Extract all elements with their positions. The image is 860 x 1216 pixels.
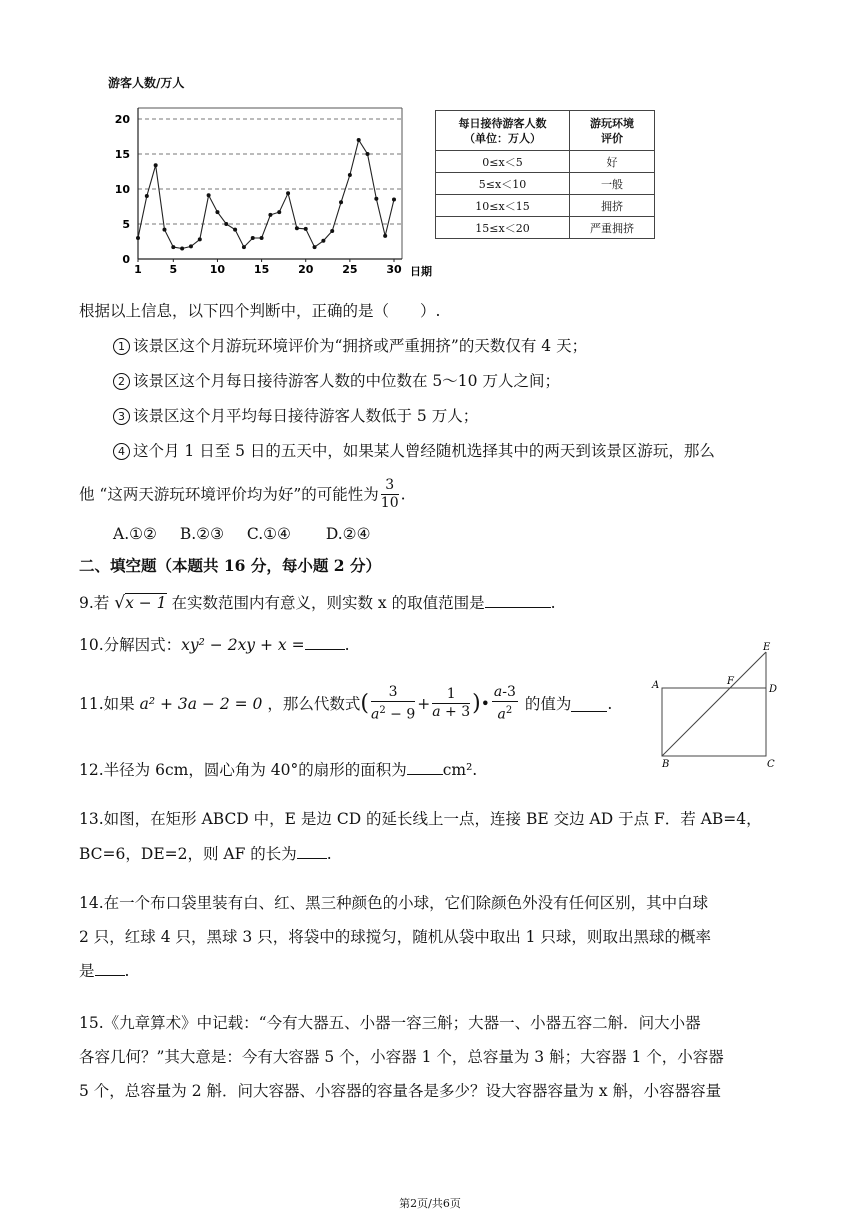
data-point: [207, 193, 211, 197]
x-tick-label: 10: [209, 263, 226, 276]
data-point: [392, 198, 396, 202]
y-tick-label: 5: [122, 218, 130, 231]
answer-blank[interactable]: [485, 592, 551, 608]
q8-item-2: 2 该景区这个月每日接待游客人数的中位数在 5～10 万人之间；: [113, 371, 560, 391]
y-tick-label: 20: [114, 113, 130, 126]
table-row: 10≤x＜15 拥挤: [436, 195, 655, 217]
q15-line2: 各容几何？”其大意是：今有大容器 5 个，小容器 1 个，总容量为 3 斛；大容器 1 个，小容器: [79, 1048, 724, 1066]
q8-choices: [113, 524, 370, 544]
evaluation-table: [435, 110, 655, 239]
table-row: 15≤x＜20 严重拥挤: [436, 217, 655, 239]
data-point: [295, 226, 299, 230]
data-point: [268, 213, 272, 217]
chart-ylabel: 游客人数/万人: [108, 76, 185, 90]
choice-b[interactable]: B.②③: [179, 525, 224, 543]
data-point: [242, 245, 246, 249]
q13-line2: BC=6，DE=2，则 AF 的长为 .: [79, 845, 332, 863]
choice-a[interactable]: A.①②: [113, 525, 157, 543]
data-point: [180, 247, 184, 251]
data-point: [339, 200, 343, 204]
q8-item-3: 3 该景区这个月平均每日接待游客人数低于 5 万人；: [113, 406, 478, 426]
data-point: [357, 138, 361, 142]
point-e-label: E: [763, 642, 771, 653]
point-b-label: B: [662, 759, 670, 770]
q9: 9.若 √x − 1 在实数范围内有意义，则实数 x 的取值范围是 .: [79, 593, 556, 613]
answer-blank[interactable]: [297, 843, 327, 859]
section-title: 二、填空题（本题共 16 分，每小题 2 分）: [79, 556, 381, 575]
x-tick-label: 30: [386, 263, 402, 276]
choice-d[interactable]: D.②④: [325, 525, 371, 543]
q15-line1: 15.《九章算术》中记载：“今有大器五、小器一容三斛；大器一、小器五容二斛．问大小器: [79, 1014, 701, 1032]
data-point: [198, 237, 202, 241]
data-point: [348, 173, 352, 177]
answer-blank[interactable]: [407, 759, 443, 775]
q10: 10.分解因式：xy² − 2xy + x = .: [79, 636, 350, 654]
point-a-label: A: [652, 680, 660, 691]
data-point: [145, 194, 149, 198]
sqrt-expression: √x − 1: [114, 593, 167, 613]
data-point: [224, 222, 228, 226]
q8-item-4-cont: 他 “这两天游玩环境评价均为好”的可能性为 $\frac{3}{10}$ .: [79, 477, 406, 511]
data-point: [304, 227, 308, 231]
y-tick-label: 0: [122, 253, 130, 266]
q11: 11.如果 a² + 3a − 2 = 0 ，那么代数式( $\frac{3}{a^2 - 9}$ + $\frac{1}{a + 3}$ )• $\frac{a-3}{a^2}$ 的值为 .: [79, 684, 613, 723]
point-f-label: F: [727, 676, 734, 687]
data-point: [383, 234, 387, 238]
x-tick-label: 5: [169, 263, 178, 276]
x-tick-label: 20: [298, 263, 314, 276]
data-point: [374, 197, 378, 201]
q8-stem: 根据以上信息，以下四个判断中，正确的是（ ）.: [79, 302, 441, 320]
choice-c[interactable]: C.①④: [246, 525, 291, 543]
q13-line1: 13.如图，在矩形 ABCD 中，E 是边 CD 的延长线上一点，连接 BE 交边 AD 于点 F．若 AB=4，: [79, 810, 762, 828]
table-header: 每日接待游客人数 （单位：万人）: [436, 111, 570, 151]
data-point: [286, 191, 290, 195]
point-c-label: C: [767, 759, 775, 770]
q14-line3: 是 .: [79, 962, 130, 980]
y-tick-label: 10: [114, 183, 130, 196]
answer-blank[interactable]: [95, 960, 125, 976]
rectangle-figure: [646, 638, 786, 770]
q14-line1: 14.在一个布口袋里装有白、红、黑三种颜色的小球，它们除颜色外没有任何区别，其中白球: [79, 894, 709, 912]
visitor-line-chart: [100, 92, 440, 282]
x-tick-label: 25: [342, 263, 358, 276]
q15-line3: 5 个，总容量为 2 斛．问大容器、小容器的容量各是多少？设大容器容量为 x 斛，小容器容量: [79, 1082, 722, 1100]
q8-item-1: 1 该景区这个月游玩环境评价为“拥挤或严重拥挤”的天数仅有 4 天；: [113, 336, 587, 356]
data-point: [321, 239, 325, 243]
answer-blank[interactable]: [571, 696, 607, 712]
data-point: [136, 236, 140, 240]
data-point: [154, 163, 158, 167]
table-header: 游玩环境 评价: [570, 111, 655, 151]
series-line: [138, 140, 394, 249]
q14-line2: 2 只，红球 4 只，黑球 3 只，将袋中的球搅匀，随机从袋中取出 1 只球，则取出黑球的概率: [79, 928, 711, 946]
q8-item-4: 4 这个月 1 日至 5 日的五天中，如果某人曾经随机选择其中的两天到该景区游玩，那么: [113, 441, 715, 461]
data-point: [233, 228, 237, 232]
data-point: [313, 245, 317, 249]
chart-xlabel: 日期: [410, 265, 432, 278]
table-row: 5≤x＜10 一般: [436, 173, 655, 195]
data-point: [171, 245, 175, 249]
data-point: [162, 228, 166, 232]
page-footer: 第2页/共6页: [399, 1197, 461, 1210]
y-tick-label: 15: [114, 148, 130, 161]
data-point: [330, 229, 334, 233]
answer-blank[interactable]: [305, 634, 345, 650]
data-point: [366, 152, 370, 156]
x-tick-label: 15: [253, 263, 270, 276]
data-point: [215, 210, 219, 214]
table-row: 0≤x＜5 好: [436, 151, 655, 173]
data-point: [260, 236, 264, 240]
x-tick-label: 1: [134, 263, 142, 276]
data-point: [277, 210, 281, 214]
point-d-label: D: [769, 684, 778, 695]
data-point: [251, 236, 255, 240]
data-point: [189, 244, 193, 248]
q12: 12.半径为 6cm，圆心角为 40°的扇形的面积为 cm².: [79, 761, 478, 779]
